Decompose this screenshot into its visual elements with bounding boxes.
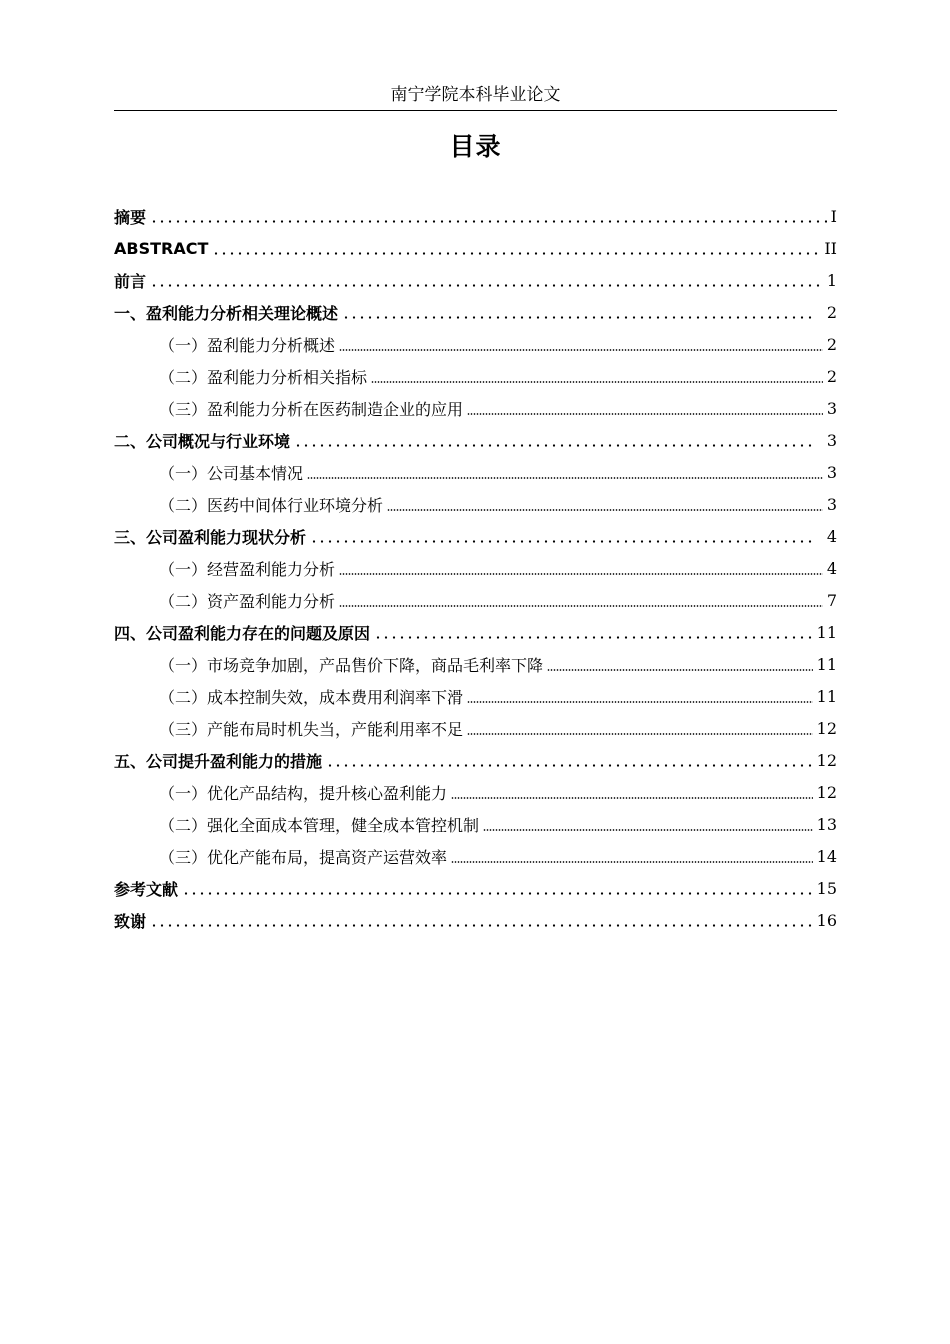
toc-entry-label: 五、公司提升盈利能力的措施 <box>114 751 323 771</box>
toc-leader-dots <box>451 850 813 863</box>
toc-page-number: 4 <box>826 526 837 546</box>
toc-entry[interactable] <box>114 296 837 328</box>
toc-entry[interactable] <box>114 840 837 872</box>
toc-entry-label: 一、盈利能力分析相关理论概述 <box>114 303 339 323</box>
toc-entry[interactable] <box>114 328 837 360</box>
toc-leader-dots <box>182 881 813 895</box>
toc-entry-label: （一）公司基本情况 <box>159 463 304 483</box>
toc-leader-dots <box>342 305 813 319</box>
toc-entry[interactable] <box>114 264 837 296</box>
toc-entry[interactable] <box>114 456 837 488</box>
toc-entry-label: 前言 <box>114 271 147 291</box>
toc-page-number: 3 <box>826 430 837 450</box>
toc-page-number: 1 <box>826 270 837 290</box>
toc-page-number: I <box>830 206 837 226</box>
toc-leader-dots <box>451 786 813 799</box>
toc-entry[interactable] <box>114 712 837 744</box>
toc-leader-dots <box>371 370 823 383</box>
toc-page-number: 12 <box>816 750 837 770</box>
toc-page-number: 2 <box>826 302 837 322</box>
toc-entry[interactable] <box>114 648 837 680</box>
toc-entry-label: （二）盈利能力分析相关指标 <box>159 367 368 387</box>
toc-leader-dots <box>310 529 813 543</box>
toc-entry-label: （二）强化全面成本管理，健全成本管控机制 <box>159 815 480 835</box>
toc-entry[interactable] <box>114 776 837 808</box>
page-header: 南宁学院本科毕业论文 <box>390 85 561 105</box>
toc-entry-label: ABSTRACT <box>114 238 209 258</box>
toc-entry-label: 致谢 <box>114 911 147 931</box>
toc-page-number: 14 <box>816 846 837 866</box>
toc-entry[interactable] <box>114 584 837 616</box>
toc-title: 目录 <box>449 132 502 161</box>
toc-entry-label: 四、公司盈利能力存在的问题及原因 <box>114 623 371 643</box>
toc-entry-label: （一）经营盈利能力分析 <box>159 559 336 579</box>
toc-leader-dots <box>212 241 820 255</box>
toc-leader-dots <box>467 722 813 735</box>
toc-page-number: 7 <box>826 590 837 610</box>
toc-entry[interactable] <box>114 488 837 520</box>
toc-entry[interactable] <box>114 520 837 552</box>
toc-page-number: 13 <box>816 814 837 834</box>
toc-leader-dots <box>374 625 813 639</box>
toc-entry[interactable] <box>114 904 837 936</box>
toc-page-number: 3 <box>826 494 837 514</box>
toc-page-number: 12 <box>816 718 837 738</box>
toc-leader-dots <box>339 594 823 607</box>
toc-leader-dots <box>326 753 813 767</box>
toc-entry-label: 三、公司盈利能力现状分析 <box>114 527 307 547</box>
toc-leader-dots <box>467 402 823 415</box>
toc-entry-label: （一）优化产品结构，提升核心盈利能力 <box>159 783 448 803</box>
toc-page-number: 2 <box>826 334 837 354</box>
toc-leader-dots <box>339 562 823 575</box>
toc-entry-label: （三）优化产能布局，提高资产运营效率 <box>159 847 448 867</box>
header-divider <box>114 110 837 111</box>
toc-leader-dots <box>294 433 813 447</box>
toc-page-number: 4 <box>826 558 837 578</box>
toc-entry[interactable] <box>114 872 837 904</box>
toc-entry[interactable] <box>114 744 837 776</box>
toc-entry-label: 二、公司概况与行业环境 <box>114 431 291 451</box>
toc-page-number: II <box>824 238 837 258</box>
toc-entry[interactable] <box>114 392 837 424</box>
toc-entry-label: （二）医药中间体行业环境分析 <box>159 495 384 515</box>
toc-entry-label: （三）盈利能力分析在医药制造企业的应用 <box>159 399 464 419</box>
toc-page-number: 3 <box>826 398 837 418</box>
toc-leader-dots <box>339 338 823 351</box>
toc-leader-dots <box>307 466 823 479</box>
toc-leader-dots <box>547 658 813 671</box>
toc-entry-label: 摘要 <box>114 207 147 227</box>
toc-page-number: 12 <box>816 782 837 802</box>
toc-leader-dots <box>150 209 827 223</box>
toc-leader-dots <box>150 273 823 287</box>
toc-entry[interactable] <box>114 680 837 712</box>
toc-page-number: 3 <box>826 462 837 482</box>
toc-entry-label: （三）产能布局时机失当，产能利用率不足 <box>159 719 464 739</box>
toc-page-number: 16 <box>816 910 837 930</box>
table-of-contents <box>114 200 837 936</box>
toc-entry[interactable] <box>114 424 837 456</box>
toc-page-number: 15 <box>816 878 837 898</box>
toc-page-number: 2 <box>826 366 837 386</box>
toc-leader-dots <box>387 498 823 511</box>
toc-entry-label: （二）资产盈利能力分析 <box>159 591 336 611</box>
toc-page-number: 11 <box>816 654 837 674</box>
toc-leader-dots <box>467 690 813 703</box>
toc-entry[interactable] <box>114 552 837 584</box>
toc-page-number: 11 <box>816 686 837 706</box>
toc-entry[interactable] <box>114 808 837 840</box>
toc-leader-dots <box>483 818 813 831</box>
toc-entry[interactable] <box>114 200 837 232</box>
toc-entry[interactable] <box>114 616 837 648</box>
toc-entry-label: 参考文献 <box>114 879 179 899</box>
toc-entry[interactable] <box>114 232 837 264</box>
toc-leader-dots <box>150 913 813 927</box>
toc-entry-label: （一）盈利能力分析概述 <box>159 335 336 355</box>
toc-entry-label: （二）成本控制失效，成本费用利润率下滑 <box>159 687 464 707</box>
toc-page-number: 11 <box>816 622 837 642</box>
toc-entry[interactable] <box>114 360 837 392</box>
toc-entry-label: （一）市场竞争加剧，产品售价下降，商品毛利率下降 <box>159 655 544 675</box>
